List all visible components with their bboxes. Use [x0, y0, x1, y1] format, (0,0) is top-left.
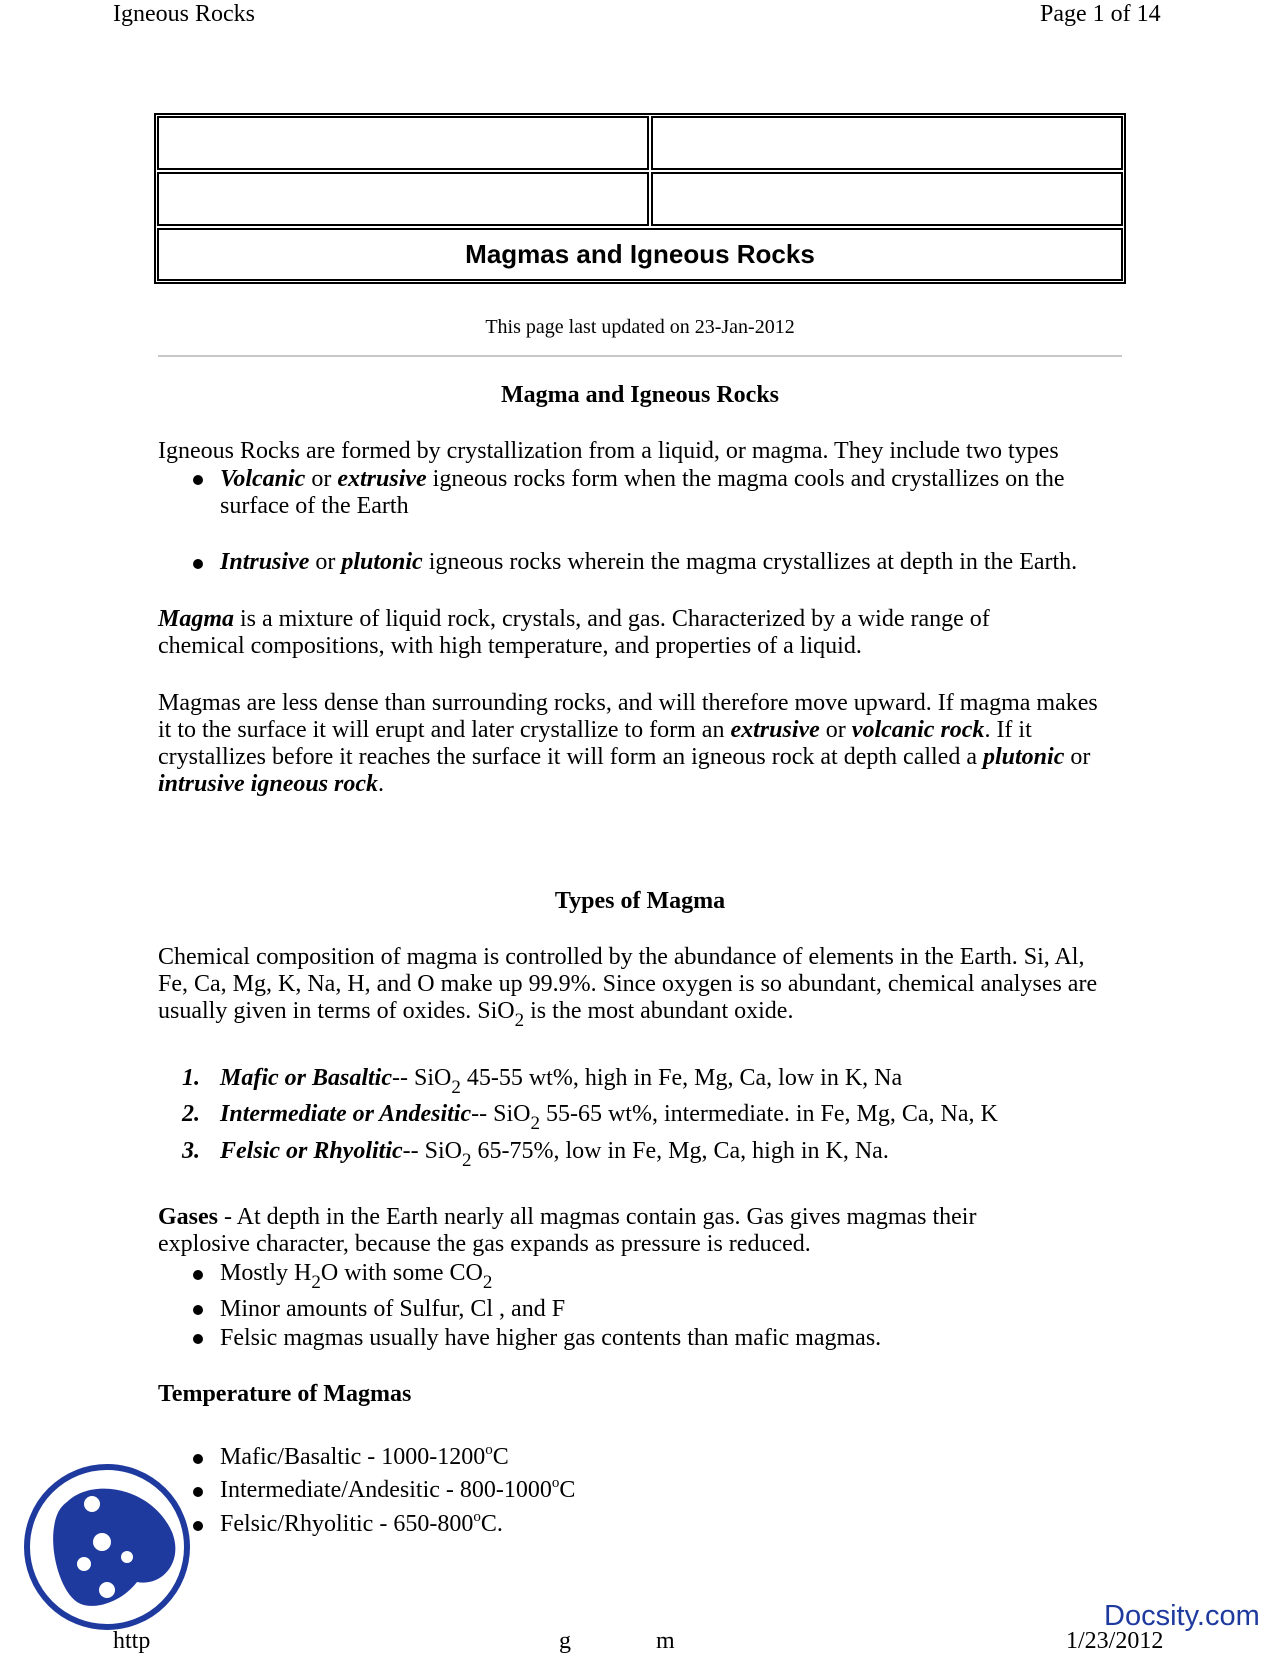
- bullet: [193, 1454, 203, 1464]
- table-cell-empty: [157, 116, 649, 170]
- title-table: [154, 113, 1126, 284]
- footer-url: http: [113, 1628, 151, 1654]
- density-paragraph: Magmas are less dense than surrounding rocks, and will therefore move upward. If magma makes it to the surface it will erupt and later crystallize to form an extrusive or volcanic rock. If it crystallizes before it reaches the surface it will form an igneous rock at depth called a plutonic or intrusive igneous rock.: [158, 690, 1098, 797]
- section-heading-magma: Magma and Igneous Rocks: [500, 382, 780, 408]
- composition-paragraph: Chemical composition of magma is controlled by the abundance of elements in the Earth. Si, Al, Fe, Ca, Mg, K, Na, H, and O make up 99.9%. Since oxygen is so abundant, chemical analyses are usually given in terms of oxides. SiO$_2$ is the most abundant oxide.: [158, 944, 1098, 1031]
- type-item-mafic: Mafic or Basaltic-- SiO$_2$ 45-55 wt%, high in Fe, Mg, Ca, low in K, Na: [220, 1065, 903, 1098]
- page-number: Page 1 of 14: [1040, 1, 1161, 27]
- temp-item-mafic: Mafic/Basaltic - 1000-1200$^o$C: [220, 1442, 509, 1470]
- gas-item-sulfur: Minor amounts of Sulfur, Cl , and F: [220, 1296, 566, 1322]
- bullet: [193, 1270, 203, 1280]
- list-item-volcanic: Volcanic or extrusive igneous rocks form when the magma cools and crystallizes on the surface of the Earth: [220, 466, 1065, 519]
- list-number: 1.: [182, 1065, 200, 1091]
- type-item-felsic: Felsic or Rhyolitic-- SiO$_2$ 65-75%, low in Fe, Mg, Ca, high in K, Na.: [220, 1138, 889, 1171]
- footer-date: 1/23/2012: [1066, 1628, 1164, 1654]
- bullet: [193, 1334, 203, 1344]
- footer-fragment: m: [656, 1628, 675, 1654]
- docsity-logo-icon: [22, 1462, 192, 1632]
- header-title: Igneous Rocks: [113, 1, 255, 27]
- list-item-intrusive: Intrusive or plutonic igneous rocks wherein the magma crystallizes at depth in the Earth.: [220, 549, 1078, 575]
- temp-item-intermediate: Intermediate/Andesitic - 800-1000$^o$C: [220, 1475, 576, 1503]
- docsity-brand: Docsity.com: [1104, 1600, 1260, 1632]
- table-cell-empty: [651, 172, 1123, 226]
- divider: [158, 355, 1122, 357]
- bullet: [193, 1305, 203, 1315]
- bullet: [193, 559, 203, 569]
- magma-paragraph: Magma is a mixture of liquid rock, crystals, and gas. Characterized by a wide range of chemical compositions, with high temperature, and properties of a liquid.: [158, 606, 990, 659]
- intro-paragraph: Igneous Rocks are formed by crystallization from a liquid, or magma. They include two types: [158, 438, 1059, 464]
- gas-item-felsic: Felsic magmas usually have higher gas contents than mafic magmas.: [220, 1325, 882, 1351]
- footer-fragment: g: [559, 1628, 571, 1654]
- type-item-intermediate: Intermediate or Andesitic-- SiO$_2$ 55-65 wt%, intermediate. in Fe, Mg, Ca, Na, K: [220, 1101, 998, 1134]
- temperature-heading: Temperature of Magmas: [158, 1381, 412, 1407]
- temp-item-felsic: Felsic/Rhyolitic - 650-800$^o$C.: [220, 1509, 503, 1537]
- list-number: 3.: [182, 1138, 200, 1164]
- list-number: 2.: [182, 1101, 200, 1127]
- table-cell-empty: [651, 116, 1123, 170]
- gas-item-water: Mostly $H_2O$ with some $CO_2$: [220, 1260, 493, 1293]
- last-updated: This page last updated on 23-Jan-2012: [485, 316, 795, 338]
- page-title: Magmas and Igneous Rocks: [157, 228, 1123, 281]
- table-cell-empty: [157, 172, 649, 226]
- gases-paragraph: Gases - At depth in the Earth nearly all magmas contain gas. Gas gives magmas their explosive character, because the gas expands as pressure is reduced.: [158, 1204, 977, 1257]
- bullet: [193, 475, 203, 485]
- bullet: [193, 1487, 203, 1497]
- bullet: [193, 1521, 203, 1531]
- section-heading-types: Types of Magma: [554, 888, 726, 914]
